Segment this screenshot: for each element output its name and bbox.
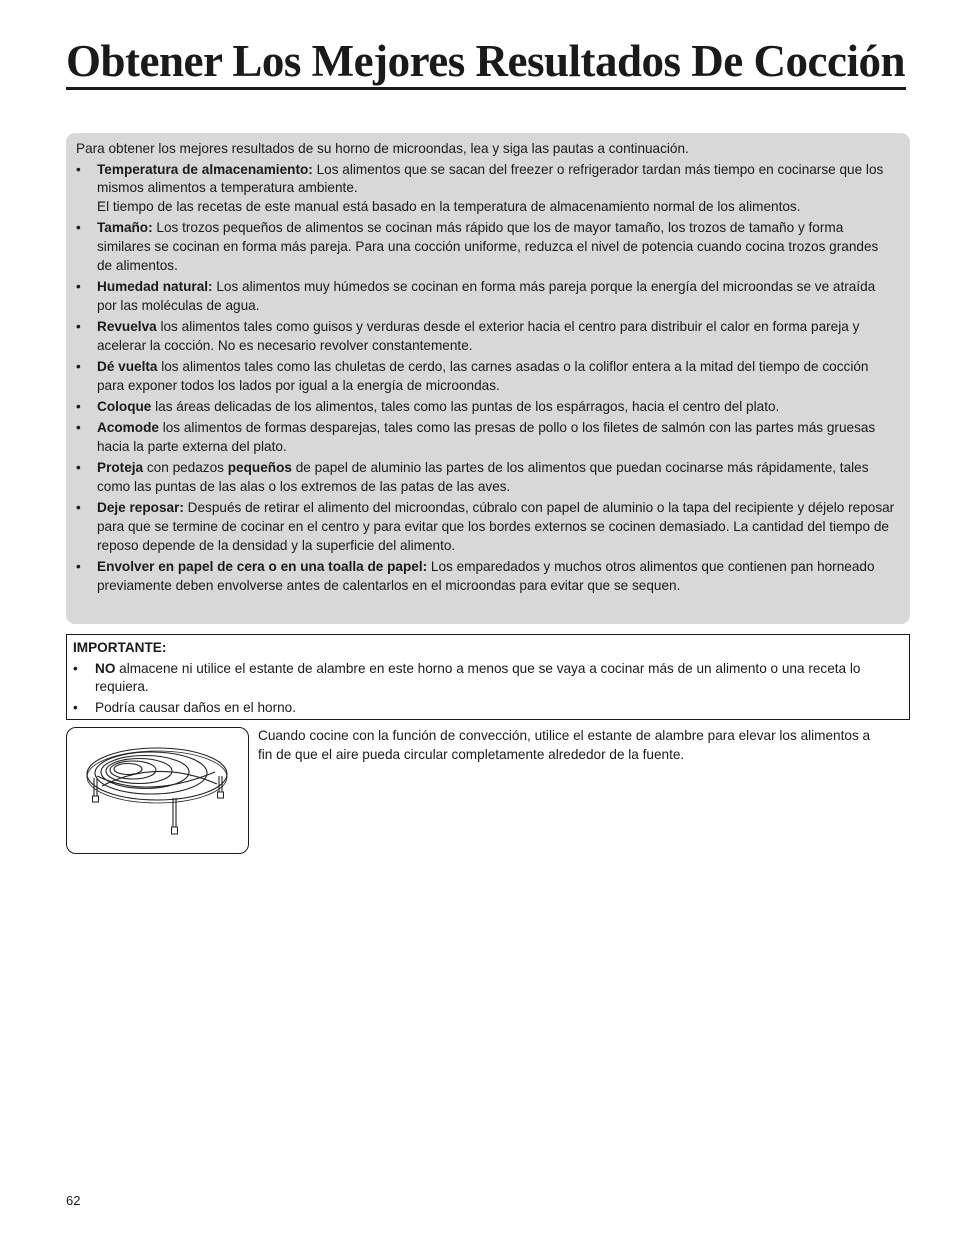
- tip-text: Los alimentos muy húmedos se cocinan en forma más pareja porque la energía del microondas se ve atraída por las moléculas de agua.: [97, 279, 876, 313]
- tip-text: los alimentos tales como guisos y verduras desde el exterior hacia el centro para distribuir el calor en forma pareja y acelerar la cocción. No es necesario revolver constantemente.: [97, 319, 860, 353]
- rack-description: Cuando cocine con la función de convección, utilice el estante de alambre para elevar los alimentos a fin de que el aire pueda circular completamente alrededor de la fuente.: [258, 728, 871, 762]
- tip-term: Tamaño:: [97, 220, 153, 236]
- important-text: almacene ni utilice el estante de alambre en este horno a menos que se vaya a cocinar más de un alimento o una receta lo requiera.: [95, 660, 861, 695]
- tip-text: las áreas delicadas de los alimentos, tales como las puntas de los espárragos, hacia el centro del plato.: [151, 399, 780, 415]
- tip-term-emphasis: pequeños: [227, 460, 292, 476]
- important-strong: NO: [95, 660, 116, 676]
- tip-text: los alimentos de formas desparejas, tales como las presas de pollo o los filetes de salmón con las partes más gruesas hacia la parte externa del plato.: [97, 420, 876, 455]
- bullet: •: [73, 700, 78, 716]
- bullet: •: [76, 220, 81, 236]
- tip-text: Los trozos pequeños de alimentos se cocinan más rápido que los de mayor tamaño, los trozos de tamaño y forma similares se cocinan en forma más pareja. Para una cocción uniforme, reduzca el nivel de potencia cuando cocina trozos grandes de alimentos.: [97, 220, 879, 273]
- tip-extra: El tiempo de las recetas de este manual está basado en la temperatura de almacenamiento normal de los alimentos.: [97, 199, 801, 215]
- tip-term: Humedad natural:: [97, 279, 213, 295]
- tip-term: Revuelva: [97, 319, 157, 335]
- tip-term: Temperatura de almacenamiento:: [97, 161, 313, 177]
- bullet: •: [76, 359, 81, 375]
- page-number: 62: [66, 1193, 81, 1208]
- important-item: [73, 660, 899, 697]
- page-title: Obtener Los Mejores Resultados De Cocción: [66, 36, 905, 86]
- bullet: •: [76, 161, 81, 177]
- tip-term: Envolver en papel de cera o en una toalla de papel:: [97, 559, 428, 575]
- tip-text: Después de retirar el alimento del microondas, cúbralo con papel de aluminio o la tapa del recipiente y déjelo reposar para que se termine de cocinar en el centro y para evitar que los bordes externos se cocinen demasiado. La cantidad del tiempo de reposo depende de la densidad y la superficie del alimento.: [97, 500, 895, 553]
- tip-arrange: [76, 419, 896, 456]
- tips-list: [76, 161, 896, 596]
- bullet: •: [76, 319, 81, 335]
- tip-term: Coloque: [97, 399, 152, 415]
- tip-turn-over: [76, 358, 896, 395]
- important-heading: IMPORTANTE:: [73, 640, 167, 655]
- tip-term: Acomode: [97, 420, 159, 436]
- tip-term: Proteja: [97, 460, 144, 476]
- tip-let-stand: [76, 499, 896, 555]
- important-notice: [66, 634, 910, 720]
- bullet: •: [76, 500, 81, 516]
- important-item: [73, 699, 899, 718]
- bullet: •: [76, 460, 81, 476]
- tip-term: Dé vuelta: [97, 359, 158, 375]
- wire-rack-icon: [67, 728, 248, 853]
- tip-wrap: [76, 558, 896, 595]
- important-list: [73, 660, 899, 718]
- tip-size: [76, 219, 896, 275]
- bullet: •: [76, 420, 81, 436]
- tip-text: Los alimentos que se sacan del freezer o refrigerador tardan más tiempo en cocinarse que los mismos alimentos a temperatura ambiente.: [97, 161, 884, 196]
- cooking-tips-panel: [66, 133, 910, 624]
- tip-term: Deje reposar:: [97, 500, 184, 516]
- tip-natural-moisture: [76, 278, 896, 315]
- tips-intro: Para obtener los mejores resultados de su horno de microondas, lea y siga las pautas a continuación.: [76, 141, 689, 156]
- tip-stir: [76, 318, 896, 355]
- wire-rack-figure: [66, 727, 249, 854]
- tip-text: Los emparedados y muchos otros alimentos que contienen pan horneado previamente deben envolverse antes de calentarlos en el microondas para evitar que se sequen.: [97, 559, 875, 593]
- tip-storage-temperature: [76, 161, 896, 217]
- tip-text: con pedazos: [143, 460, 228, 476]
- bullet: •: [73, 660, 78, 676]
- tip-text: de papel de aluminio las partes de los alimentos que puedan cocinarse más rápidamente, tales como las puntas de las alas o los extremos de las patas de las aves.: [97, 460, 869, 495]
- bullet: •: [76, 399, 81, 415]
- bullet: •: [76, 279, 81, 295]
- tip-shield: [76, 459, 896, 496]
- tip-place: [76, 398, 896, 417]
- important-text: Podría causar daños en el horno.: [95, 700, 297, 716]
- tip-text: los alimentos tales como las chuletas de cerdo, las carnes asadas o la coliflor entera a la mitad del tiempo de cocción para exponer todos los lados por igual a la energía de microondas.: [97, 359, 869, 393]
- title-divider: [66, 87, 906, 90]
- bullet: •: [76, 559, 81, 575]
